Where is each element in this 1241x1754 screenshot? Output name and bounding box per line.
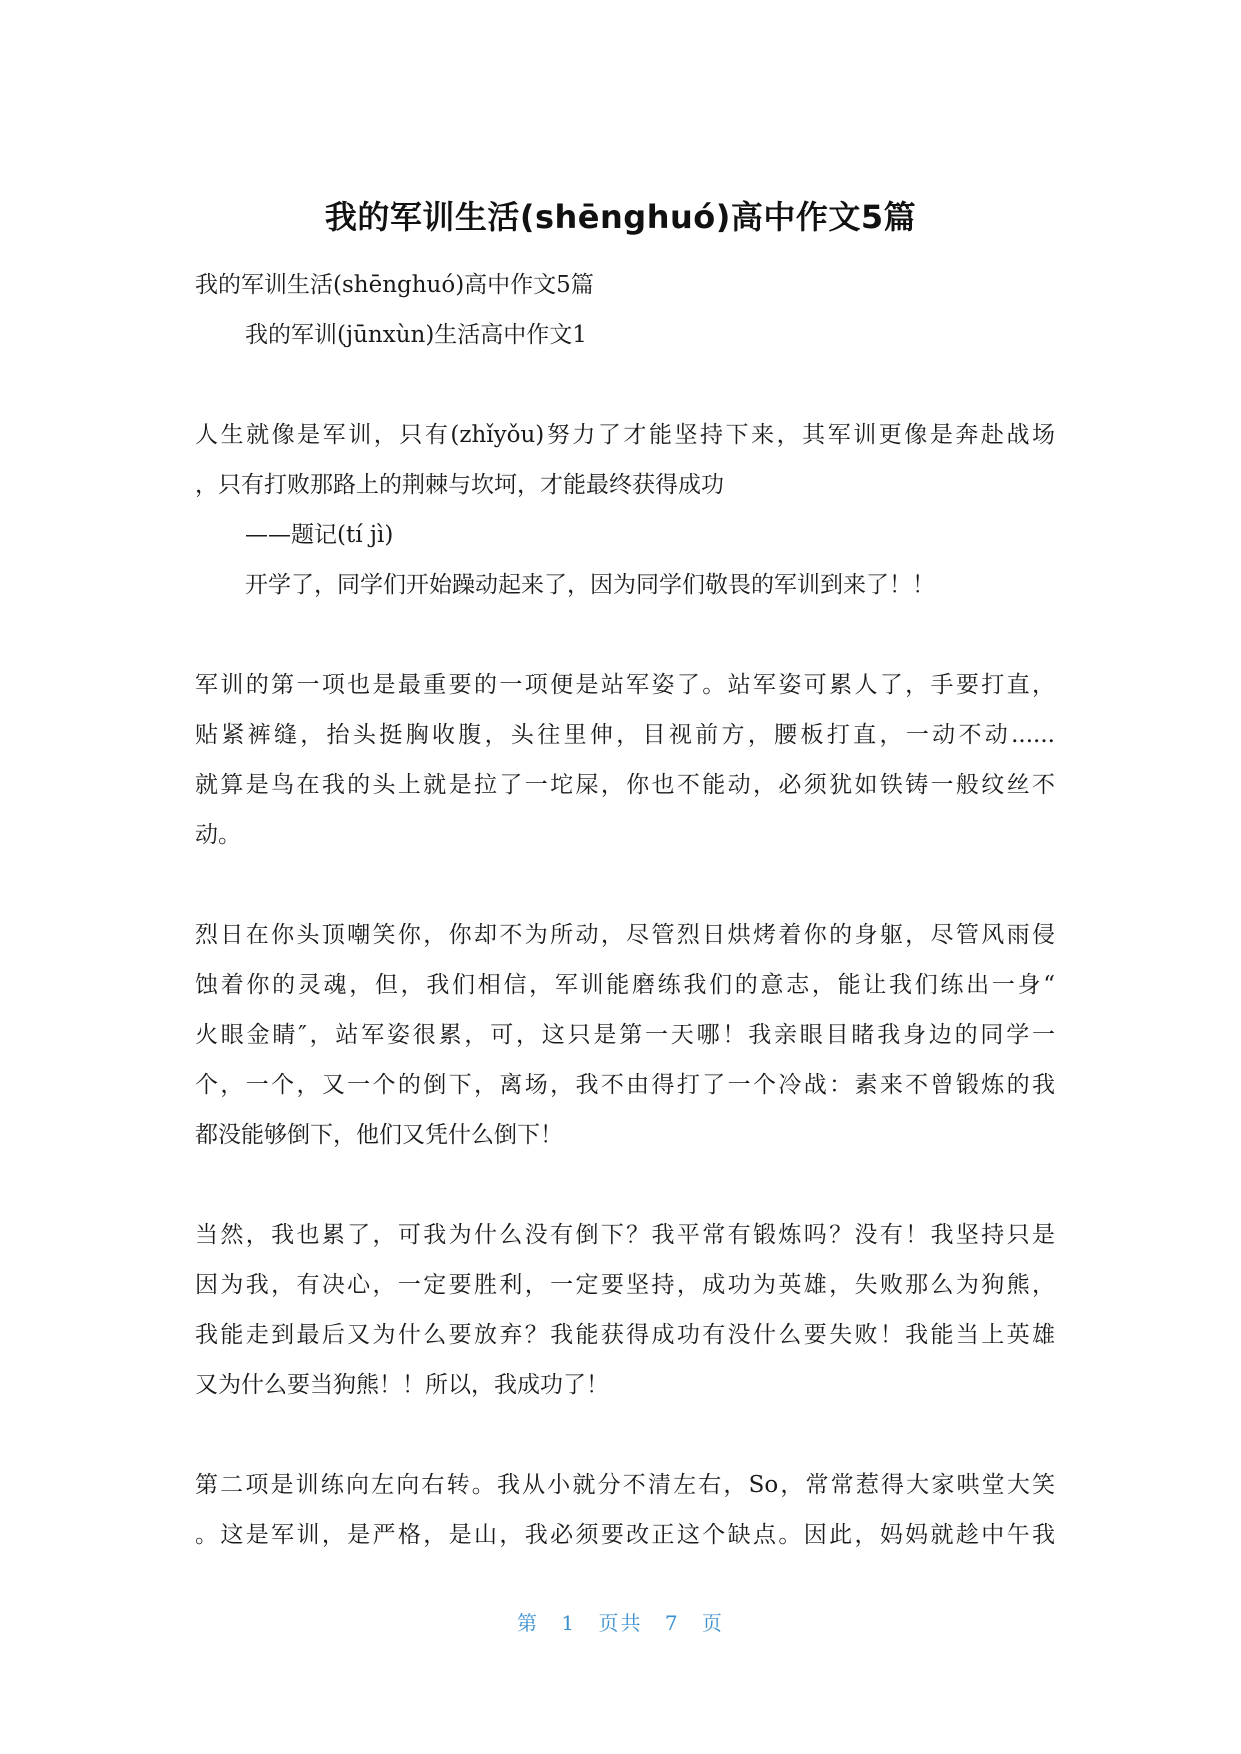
paragraph-line: 火眼金睛″，站军姿很累，可，这只是第一天哪！我亲眼目睹我身边的同学一: [195, 1022, 1055, 1048]
paragraph-line: 就算是鸟在我的头上就是拉了一坨屎，你也不能动，必须犹如铁铸一般纹丝不: [195, 772, 1055, 798]
document-body: [195, 260, 1055, 1560]
paragraph-line: 我能走到最后又为什么要放弃？我能获得成功有没什么要失败！我能当上英雄: [195, 1322, 1055, 1348]
document-title: 我的军训生活(shēnghuó)高中作文5篇: [324, 198, 917, 236]
paragraph-line: 蚀着你的灵魂，但，我们相信，军训能磨练我们的意志，能让我们练出一身“: [195, 972, 1055, 998]
paragraph-line: 军训的第一项也是最重要的一项便是站军姿了。站军姿可累人了，手要打直，: [195, 672, 1055, 698]
essay-heading: 我的军训(jūnxùn)生活高中作文1: [245, 322, 587, 348]
paragraph-1: [195, 660, 1055, 860]
subtitle: 我的军训生活(shēnghuó)高中作文5篇: [195, 272, 594, 298]
paragraph-line: 都没能够倒下，他们又凭什么倒下！: [195, 1122, 563, 1148]
paragraph-line: 当然，我也累了，可我为什么没有倒下？我平常有锻炼吗？没有！我坚持只是: [195, 1222, 1055, 1248]
epigraph: [195, 410, 1055, 510]
page-number-footer: 第 1 页共 7 页: [517, 1611, 724, 1635]
paragraph-4: [195, 1460, 1055, 1560]
paragraph-2: [195, 910, 1055, 1160]
epigraph-line: ，只有打败那路上的荆棘与坎坷，才能最终获得成功: [195, 472, 724, 498]
paragraph-line: 烈日在你头顶嘲笑你，你却不为所动，尽管烈日烘烤着你的身躯，尽管风雨侵: [195, 922, 1055, 948]
opening-line: 开学了，同学们开始躁动起来了，因为同学们敬畏的军训到来了！！: [245, 572, 935, 598]
paragraph-line: 动。: [195, 822, 241, 848]
paragraph-line: 第二项是训练向左向右转。我从小就分不清左右，So，常常惹得大家哄堂大笑: [195, 1472, 1055, 1498]
paragraph-line: 又为什么要当狗熊！！所以，我成功了！: [195, 1372, 609, 1398]
epigraph-line: 人生就像是军训，只有(zhǐyǒu)努力了才能坚持下来，其军训更像是奔赴战场: [195, 422, 1055, 448]
paragraph-line: 个，一个，又一个的倒下，离场，我不由得打了一个冷战：素来不曾锻炼的我: [195, 1072, 1055, 1098]
epigraph-attribution: ——题记(tí jì): [245, 522, 394, 548]
paragraph-line: 因为我，有决心，一定要胜利，一定要坚持，成功为英雄，失败那么为狗熊，: [195, 1272, 1055, 1298]
paragraph-line: 贴紧裤缝，抬头挺胸收腹，头往里伸，目视前方，腰板打直，一动不动......: [195, 722, 1055, 748]
paragraph-line: 。这是军训，是严格，是山，我必须要改正这个缺点。因此，妈妈就趁中午我: [195, 1522, 1055, 1548]
paragraph-3: [195, 1210, 1055, 1410]
